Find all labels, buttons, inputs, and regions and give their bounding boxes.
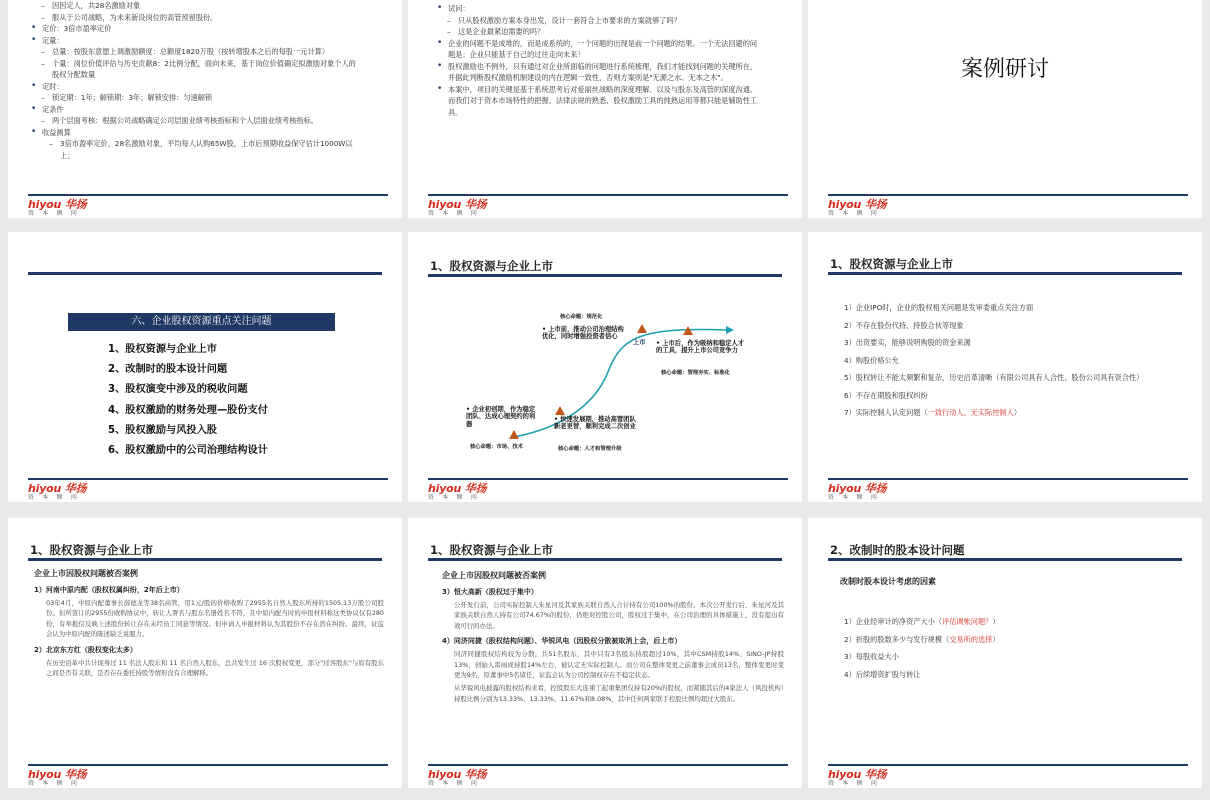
list-item: • 试问： (436, 3, 762, 15)
label-right-core: 核心命题：管理夯实、标准化 (661, 370, 730, 376)
slide-title: 2、改制时的股本设计问题 (830, 543, 965, 557)
list-item: – 只从股权激励方案本身出发，设计一套符合上市要求的方案就够了吗？ (436, 15, 762, 27)
list-item (844, 320, 1164, 331)
factors-heading: 改制时股本设计考虑的因素 (840, 577, 936, 586)
rejected-cases-block (34, 568, 384, 678)
list-item: – 这是企业最紧迫需要的吗？ (436, 26, 762, 38)
footer-line (828, 478, 1188, 480)
cases-heading: 企业上市因股权问题被否案例 (442, 571, 546, 580)
title-underline (28, 558, 382, 561)
case-study-title: 案例研讨 (960, 57, 1049, 82)
slide-3[interactable] (808, 0, 1202, 218)
item-text: 3）出资要实，能够说明购股的资金来源 (844, 338, 971, 347)
slide-4[interactable] (8, 232, 402, 502)
slide-title: 1、股权资源与企业上市 (430, 259, 554, 273)
slide-2[interactable] (408, 0, 802, 218)
hiyou-logo: hiyou 华扬 资 本 顾 问 (28, 768, 87, 787)
case-body: 从华锐风电披露的股权结构来看，控股股东大连重工起重集团仅持有20%的股权，而紧随其后的4家法人（风投机构）持股比例分别为13.33%、13.33%、11.67%和8.08%，其中任何两家联手控股比例均超过大股东。 (454, 684, 784, 703)
section-banner: 六、企业股权资源重点关注问题 (68, 313, 335, 331)
hiyou-logo: hiyou 华扬 资 本 顾 问 (828, 482, 887, 501)
growth-curve-diagram (456, 302, 756, 462)
case-body: 同济同捷股权结构较为分散，共51名股东，其中只有3名股东持股超过10%，其中CSM持股14%、SINO-JP持股13%，创始人雷雨成持股14%左右，被认定无实际控制人。而公司在整体变更之前董事会成员13名，整体变更时变更为9名，原董事中5名留任，证监会认为公司控制权存在不稳定状态。 (454, 650, 784, 680)
highlight-text: 评估调帐问题？ (942, 617, 993, 626)
item-text: 4）购股价格公允 (844, 355, 899, 365)
footer-line (28, 478, 388, 480)
label-startup: • 企业初创期，作为稳定团队、达成心理契约的利器 (466, 406, 536, 428)
incentive-plan-list (30, 0, 360, 161)
top-divider (28, 272, 382, 275)
curve-label-ipo: 上市 (633, 339, 646, 346)
case-body: 在历史沿革中共计现身过 11 名法人股东和 11 名自然人股东，总共发生过 16 次股权变更，部分"过客股东"与原有股东之间是否有关联，是否存在委托持股等情形没有合理解释。 (46, 658, 384, 678)
item-text: 4）后续增资扩股与转让 (844, 669, 921, 679)
title-underline (428, 558, 782, 561)
case-title: 4）同济同捷（股权结构问题）、华锐风电（因股权分散被取消上会，后上市） (442, 637, 682, 646)
title-underline (828, 272, 1182, 275)
highlight-text: 一致行动人、无实际控制人 (927, 408, 1014, 417)
highlight-text: 交易所的选择 (949, 634, 993, 644)
slide-title: 1、股权资源与企业上市 (30, 543, 154, 557)
footer-line (828, 764, 1188, 766)
section-toc (108, 340, 268, 461)
item-tail: ） (1013, 408, 1022, 417)
list-item (844, 337, 1164, 348)
title-underline (828, 558, 1182, 561)
list-item: • 定条件 (30, 104, 360, 116)
toc-item: 5、股权激励与风投入股 (108, 424, 217, 436)
label-growth: • 快速发展期，推动高管团队新老更替，顺利完成二次创业 (554, 416, 636, 431)
list-item: • 定量： (30, 35, 360, 47)
slide-6[interactable] (808, 232, 1202, 502)
list-item: – 总量：按股东意愿上调激励额度：总额度1820万股（按转增股本之后的每股一元计算） (30, 46, 360, 58)
toc-item: 3、股权演变中涉及的税收问题 (108, 384, 248, 396)
toc-item: 2、改制时的股本设计问题 (108, 364, 228, 376)
item-text: 2）折股的股数多少与发行规模（ (844, 634, 950, 644)
hiyou-logo: hiyou 华扬 资 本 顾 问 (28, 198, 87, 217)
item-text: 1）企业经审计的净资产大小（ (844, 617, 943, 626)
list-item: – 3倍市盈率定价，28名激励对象，平均每人认购65W股，上市后预期收益保守估计1000W以上； (30, 138, 360, 161)
hiyou-logo: hiyou 华扬 资 本 顾 问 (428, 768, 487, 787)
list-item (844, 651, 1164, 662)
list-item (844, 616, 1164, 627)
list-item: – 因因定人，共28名激励对象 (30, 0, 360, 12)
list-item: • 定时： (30, 81, 360, 93)
footer-line (428, 194, 788, 196)
label-top-core: 核心命题：规范化 (560, 314, 603, 320)
item-text: 1）企业IPO时，企业的股权相关问题是发审委重点关注方面 (844, 303, 1034, 312)
slide-5[interactable] (408, 232, 802, 502)
toc-item: 6、股权激励中的公司治理结构设计 (108, 445, 268, 457)
milestone-triangle-1 (509, 430, 519, 439)
case-analysis-list (436, 3, 762, 118)
list-item: – 锁定期：1年；解锁期：3年；解锁安排：匀速解锁 (30, 92, 360, 104)
list-item: • 收益测算 (30, 127, 360, 139)
hiyou-logo: hiyou 华扬 资 本 顾 问 (828, 198, 887, 217)
item-text: 5）股权转让不能太频繁和复杂，历史沿革清晰（有限公司具有人合性、股份公司具有资合性） (844, 373, 1144, 382)
case-title: 3）恒大高新（股权过于集中） (442, 588, 538, 596)
footer-line (428, 478, 788, 480)
list-item (844, 372, 1164, 383)
item-text: 6）不存在期股和股权纠纷 (844, 390, 928, 400)
slide-title: 1、股权资源与企业上市 (830, 257, 954, 271)
list-item: – 服从于公司战略，为未来新设岗位的高管预留股份。 (30, 12, 360, 24)
case-title: 2）北京东方红（股权变化太多） (34, 645, 137, 654)
slide-1[interactable] (8, 0, 402, 218)
milestone-triangle-2 (555, 406, 565, 415)
list-item (844, 390, 1164, 401)
hiyou-logo: hiyou 华扬 资 本 顾 问 (828, 768, 887, 787)
milestone-triangle-3 (637, 324, 647, 333)
toc-item: 4、股权激励的财务处理—股份支付 (108, 404, 268, 416)
item-text: 3）每股收益大小 (844, 652, 899, 661)
slide-9[interactable] (808, 518, 1202, 788)
list-item (844, 407, 1164, 418)
ipo-equity-issues-list (844, 302, 1164, 425)
list-item (844, 669, 1164, 680)
toc-item: 1、股权资源与企业上市 (108, 344, 217, 355)
list-item (844, 355, 1164, 366)
list-item: • 股权激励也不例外，只有通过对企业所面临的问题进行系统梳理，我们才能找到问题的关键所在，并据此判断股权激励机制建设的内在逻辑一致性，否则方案则是"无源之水、无本之木"。 (436, 61, 762, 84)
item-text: 7）实际控制人认定问题（ (844, 408, 928, 417)
list-item: – 两个层面考核：根据公司战略确定公司层面业绩考核指标和个人层面业绩考核指标。 (30, 115, 360, 127)
slide-7[interactable] (8, 518, 402, 788)
curve-arrowhead (726, 326, 734, 334)
item-tail: ） (992, 617, 1000, 626)
title-underline (428, 274, 782, 277)
cases-heading: 企业上市因股权问题被否案例 (34, 569, 138, 578)
list-item: • 企业的问题不是成堆的，而是成系统的，一个问题的出现是前一个问题的结果。一个无法回避的问题是：企业只能基于自己的过往走向未来！ (436, 38, 762, 61)
footer-line (428, 764, 788, 766)
hiyou-logo: hiyou 华扬 资 本 顾 问 (428, 198, 487, 217)
rejected-cases-block (442, 570, 784, 704)
slide-title: 1、股权资源与企业上市 (430, 543, 554, 557)
label-pre-ipo: • 上市前，推动公司治理结构优化，同时增强投资者信心 (542, 326, 624, 341)
slide-8[interactable] (408, 518, 802, 788)
case-body: 03年4月，中原内配董事长薛德龙等38名高管，用1元/股的价格收购了2955名自然人股东所持的1505.13万股公司股份。但所签订的2955份收购协议中，转让人署名与股东名册姓名不符，且中原内配当时的申报材料称这类协议仅有280份，有举报信反映上述股份转让存在未经员工同意等情况。但申请人申报材料认为其股份不存在潜在纠纷。最终，证监会认为中原内配的陈述缺乏说服力。 (46, 599, 384, 639)
list-item: • 定价：3倍市盈率定价 (30, 23, 360, 35)
list-item: – 个量：岗位价值评估与历史贡献8：2比例分配，面向未来，基于岗位价值确定拟激励对象个人的股权分配数量 (30, 58, 360, 81)
footer-line (28, 194, 388, 196)
label-post-ipo: • 上市后，作为吸纳和稳定人才的工具，提升上市公司竞争力 (656, 340, 745, 355)
case-title: 1）河南中原内配（股权权属纠纷，2年后上市） (34, 586, 184, 594)
list-item (844, 302, 1164, 313)
item-tail: ） (992, 634, 1000, 644)
hiyou-logo: hiyou 华扬 资 本 顾 问 (428, 482, 487, 501)
item-text: 2）不存在股份代持、持股合伙等现象 (844, 320, 964, 330)
list-item: • 本案中，项目的关键是基于系统思考后对爱丽丝战略的深度理解、以及与股东及高管的深度沟通。而我们对于资本市场特性的把握、法律法规的熟悉、股权激励工具的纯熟运用等都只能是辅助性工具。 (436, 84, 762, 119)
case-body: 公开发行前，公司实际控制人朱星河及其家族关联自然人合计持有公司100%的股份。本次公开发行后，朱星河及其家族关联自然人持有公司74.67%的股份，仍绝对控股公司，股权过于集中，在公司治理的具体措施上，没有提出有效可行的办法。 (454, 601, 784, 630)
label-mid-core: 核心命题：人才和管理升级 (558, 446, 622, 452)
footer-line (828, 194, 1188, 196)
label-left-core: 核心命题：市场、技术 (470, 444, 523, 450)
list-item (844, 634, 1164, 645)
share-capital-factors-list (844, 616, 1164, 686)
hiyou-logo: hiyou 华扬 资 本 顾 问 (28, 482, 87, 501)
footer-line (28, 764, 388, 766)
